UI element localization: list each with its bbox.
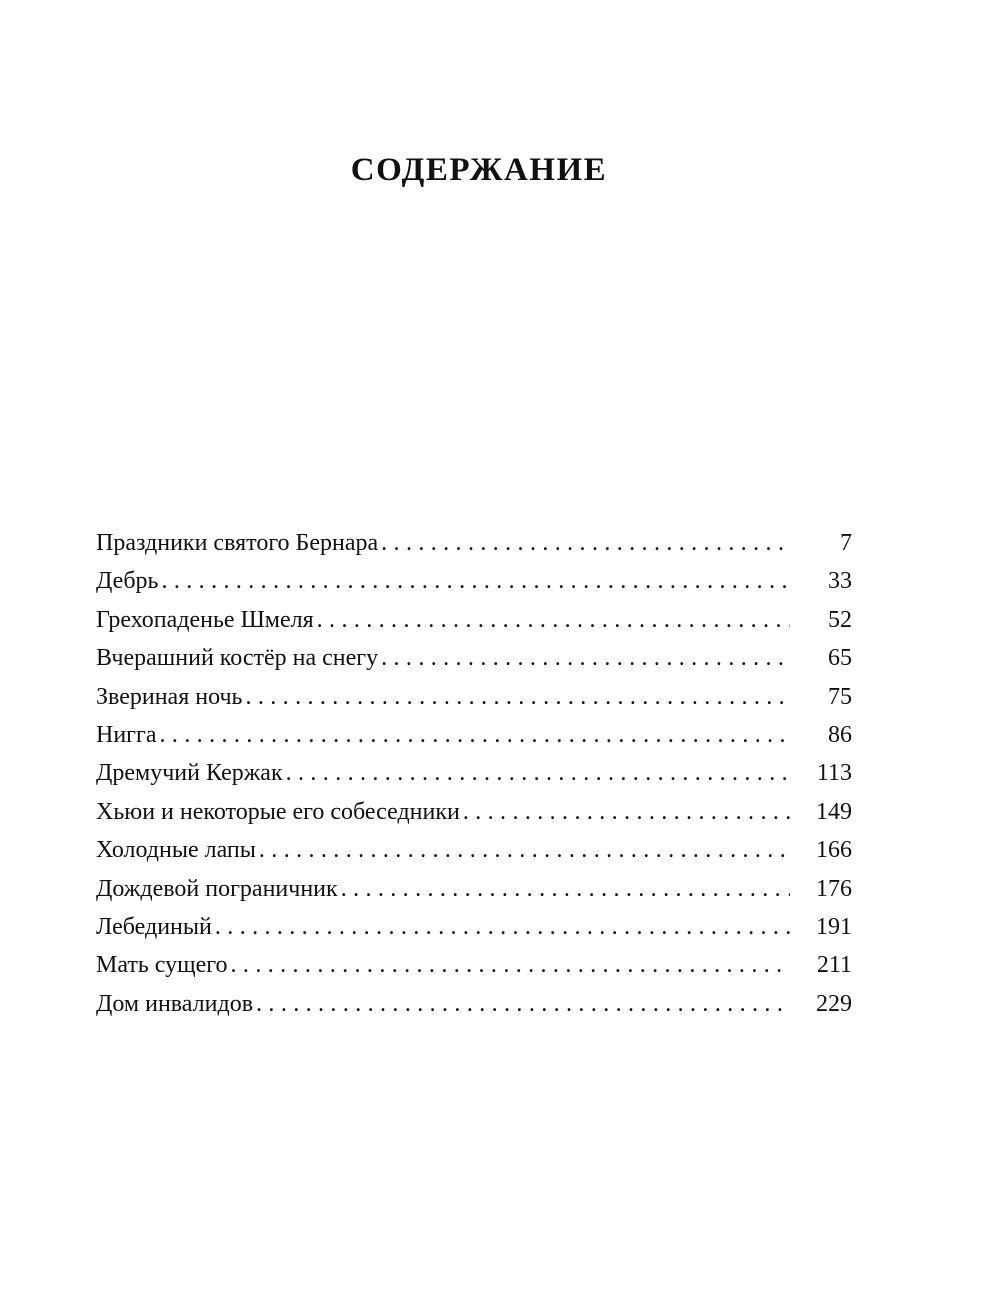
toc-entry[interactable] bbox=[96, 831, 852, 869]
toc-entry-page: 33 bbox=[828, 568, 852, 595]
toc-entry-page: 86 bbox=[828, 721, 852, 748]
toc-entry-page: 113 bbox=[816, 760, 852, 787]
toc-entry-page: 149 bbox=[816, 798, 852, 825]
toc-entry-title: Дебрь bbox=[96, 568, 159, 595]
table-of-contents bbox=[96, 524, 852, 1023]
toc-entry[interactable] bbox=[96, 601, 852, 639]
toc-entry-title: Лебединый bbox=[96, 913, 212, 940]
toc-entry[interactable] bbox=[96, 793, 852, 831]
dot-leader bbox=[259, 831, 790, 869]
dot-leader bbox=[463, 793, 790, 831]
toc-entry-page: 229 bbox=[816, 990, 852, 1017]
toc-entry[interactable] bbox=[96, 562, 852, 600]
toc-entry-title: Дождевой пограничник bbox=[96, 875, 338, 902]
page-title: СОДЕРЖАНИЕ bbox=[350, 152, 608, 188]
toc-entry[interactable] bbox=[96, 754, 852, 792]
dot-leader bbox=[215, 908, 790, 946]
dot-leader bbox=[286, 754, 790, 792]
toc-entry-page: 166 bbox=[816, 837, 852, 864]
dot-leader bbox=[161, 562, 790, 600]
toc-entry-page: 65 bbox=[828, 645, 852, 672]
dot-leader bbox=[245, 678, 790, 716]
dot-leader bbox=[256, 985, 790, 1023]
toc-entry[interactable] bbox=[96, 985, 852, 1023]
dot-leader bbox=[381, 639, 790, 677]
dot-leader bbox=[231, 946, 790, 984]
toc-entry-page: 52 bbox=[828, 606, 852, 633]
toc-entry-title: Дом инвалидов bbox=[96, 990, 254, 1017]
toc-entry-title: Хьюи и некоторые его собеседники bbox=[96, 798, 460, 825]
toc-entry[interactable] bbox=[96, 908, 852, 946]
toc-entry[interactable] bbox=[96, 524, 852, 562]
toc-entry-page: 7 bbox=[840, 530, 852, 556]
toc-entry-title: Грехопаденье Шмеля bbox=[96, 606, 314, 633]
toc-entry-page: 191 bbox=[816, 913, 852, 940]
dot-leader bbox=[317, 601, 790, 639]
dot-leader bbox=[160, 716, 790, 754]
toc-entry-title: Звериная ночь bbox=[96, 683, 243, 710]
toc-entry[interactable] bbox=[96, 639, 852, 677]
toc-entry-page: 211 bbox=[816, 952, 852, 979]
toc-entry-title: Вчерашний костёр на снегу bbox=[96, 645, 379, 672]
toc-entry[interactable] bbox=[96, 870, 852, 908]
toc-entry-title: Дремучий Кержак bbox=[96, 760, 283, 787]
dot-leader bbox=[341, 870, 790, 908]
toc-entry-title: Мать сущего bbox=[96, 952, 228, 979]
toc-entry-page: 176 bbox=[816, 875, 852, 902]
toc-entry[interactable] bbox=[96, 716, 852, 754]
toc-entry-title: Праздники святого Бернара bbox=[96, 530, 379, 556]
dot-leader bbox=[381, 524, 790, 562]
toc-entry[interactable] bbox=[96, 678, 852, 716]
toc-entry[interactable] bbox=[96, 946, 852, 984]
toc-entry-title: Холодные лапы bbox=[96, 837, 256, 864]
toc-entry-page: 75 bbox=[828, 683, 852, 710]
toc-entry-title: Нигга bbox=[96, 721, 157, 748]
